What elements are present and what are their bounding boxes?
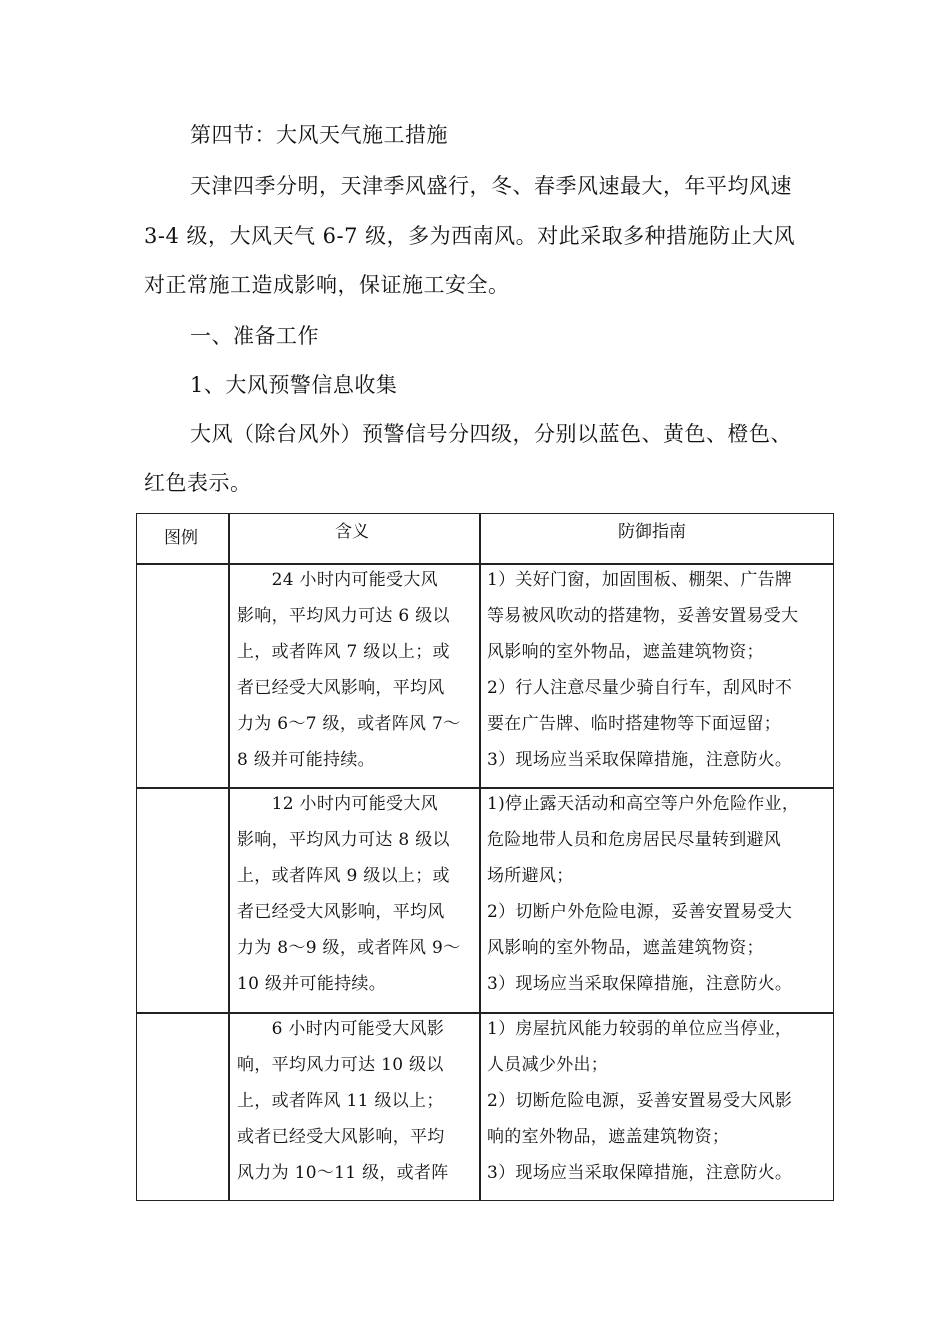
meaning-line: 力为 8～9 级，或者阵风 9～ (237, 938, 461, 958)
guide-line: 3）现场应当采取保障措施，注意防火。 (487, 750, 793, 770)
guide-line: 要在广告牌、临时搭建物等下面逗留； (487, 714, 782, 734)
table-cell-legend (137, 565, 228, 787)
meaning-line: 8 级并可能持续。 (237, 750, 375, 770)
column-divider (228, 514, 230, 1200)
guide-line: 2）切断危险电源，妥善安置易受大风影 (487, 1091, 793, 1111)
meaning-line: 或者已经受大风影响，平均 (237, 1127, 445, 1147)
meaning-line: 上，或者阵风 11 级以上； (237, 1091, 444, 1111)
guide-line: 1）房屋抗风能力较弱的单位应当停业， (487, 1019, 793, 1039)
meaning-line: 力为 6～7 级，或者阵风 7～ (237, 714, 461, 734)
meaning-line: 风力为 10～11 级，或者阵 (237, 1163, 449, 1183)
meaning-line: 影响，平均风力可达 8 级以 (237, 830, 450, 850)
table-cell-guide (487, 1011, 792, 1191)
intro-line-2: 红色表示。 (144, 471, 252, 495)
section-title: 一、准备工作 (190, 324, 319, 348)
meaning-line: 者已经受大风影响，平均风 (237, 678, 445, 698)
header-legend: 图例 (164, 528, 198, 548)
column-divider (479, 514, 481, 1200)
table-cell-legend (137, 789, 228, 1012)
paragraph-line-3: 对正常施工造成影响，保证施工安全。 (144, 273, 510, 297)
header-meaning: 含义 (335, 522, 369, 542)
table-cell-meaning (237, 1011, 449, 1191)
header-guide: 防御指南 (618, 522, 686, 542)
paragraph-line-1: 天津四季分明，天津季风盛行，冬、春季风速最大，年平均风速 (190, 174, 792, 198)
paragraph-line-2: 3-4 级，大风天气 6-7 级，多为西南风。对此采取多种措施防止大风 (144, 224, 796, 248)
section-heading: 第四节：大风天气施工措施 (190, 123, 448, 147)
guide-line: 等易被风吹动的搭建物，妥善安置易受大 (487, 606, 799, 626)
meaning-line: 响，平均风力可达 10 级以 (237, 1055, 444, 1075)
guide-line: 1)停止露天活动和高空等户外危险作业， (487, 794, 800, 814)
meaning-line: 影响，平均风力可达 6 级以 (237, 606, 450, 626)
meaning-line: 上，或者阵风 9 级以上；或 (237, 866, 450, 886)
guide-line: 1）关好门窗，加固围板、棚架、广告牌 (487, 570, 793, 590)
subsection-title: 1、大风预警信息收集 (190, 373, 398, 397)
guide-line: 3）现场应当采取保障措施，注意防火。 (487, 974, 793, 994)
guide-line: 3）现场应当采取保障措施，注意防火。 (487, 1163, 793, 1183)
intro-line-1: 大风（除台风外）预警信号分四级，分别以蓝色、黄色、橙色、 (190, 422, 792, 446)
guide-line: 响的室外物品，遮盖建筑物资； (487, 1127, 730, 1147)
meaning-line: 者已经受大风影响，平均风 (237, 902, 445, 922)
meaning-line: 10 级并可能持续。 (237, 974, 387, 994)
table-cell-meaning (237, 562, 460, 778)
guide-line: 2）切断户外危险电源，妥善安置易受大 (487, 902, 793, 922)
guide-line: 2）行人注意尽量少骑自行车，刮风时不 (487, 678, 793, 698)
meaning-line: 24 小时内可能受大风 (237, 570, 438, 590)
guide-line: 风影响的室外物品，遮盖建筑物资； (487, 938, 764, 958)
guide-line: 场所避风； (487, 866, 574, 886)
table-cell-meaning (237, 786, 460, 1002)
table-cell-guide (487, 786, 799, 1002)
meaning-line: 上，或者阵风 7 级以上；或 (237, 642, 450, 662)
guide-line: 危险地带人员和危房居民尽量转到避风 (487, 830, 782, 850)
meaning-line: 12 小时内可能受大风 (237, 794, 438, 814)
guide-line: 人员减少外出； (487, 1055, 609, 1075)
table-cell-legend (137, 1014, 228, 1200)
meaning-line: 6 小时内可能受大风影 (237, 1019, 445, 1039)
table-cell-guide (487, 562, 798, 778)
warning-table (136, 513, 834, 1201)
guide-line: 风影响的室外物品，遮盖建筑物资； (487, 642, 764, 662)
